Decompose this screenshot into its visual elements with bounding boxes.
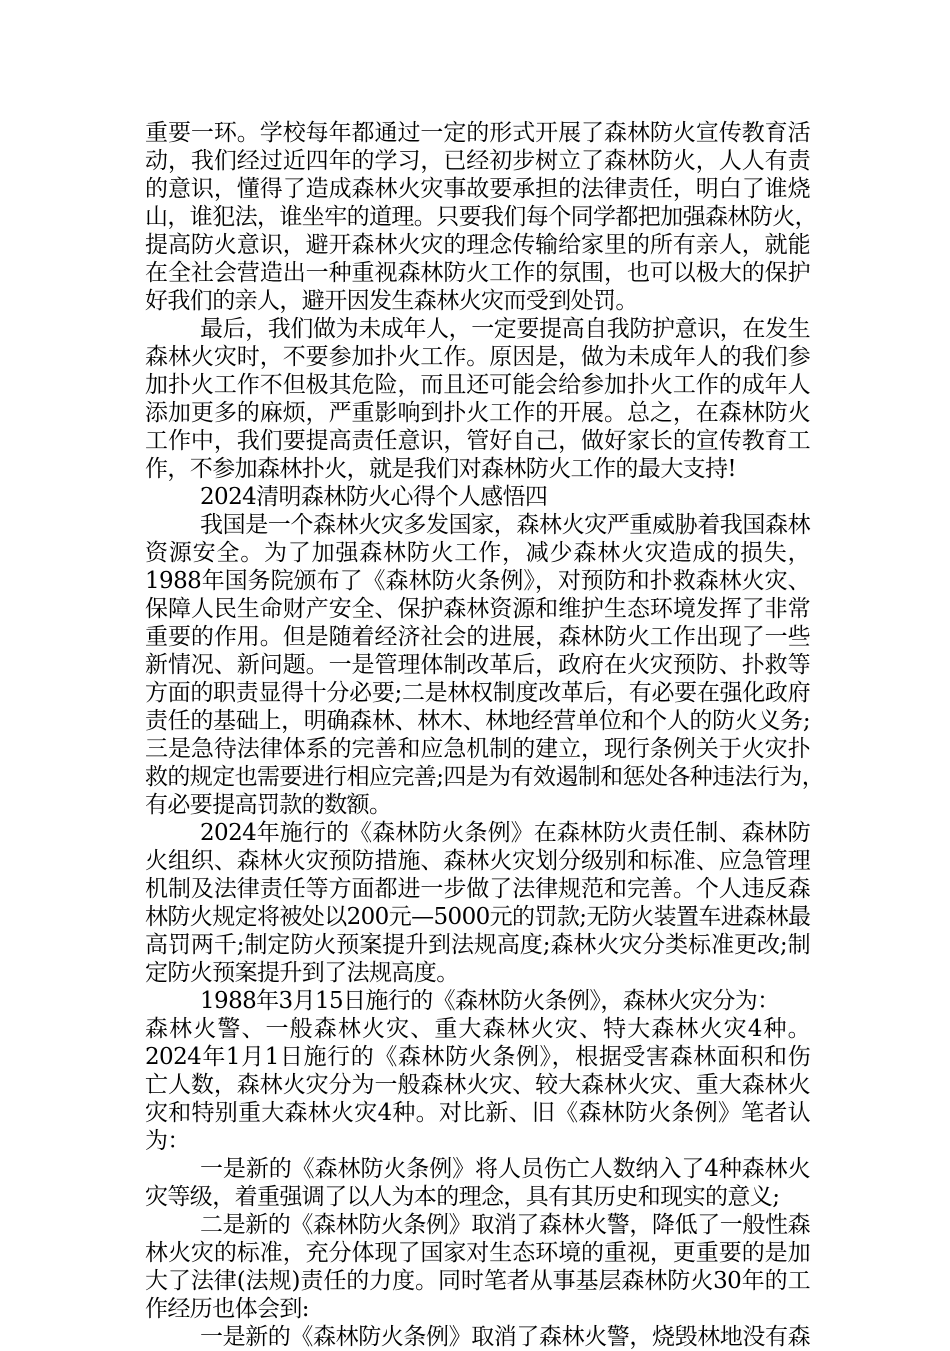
text-line: 林防火规定将被处以200元—5000元的罚款;无防火装置车进森林最	[145, 904, 811, 930]
text-line: 资源安全。为了加强森林防火工作，减少森林火灾造成的损失，	[145, 540, 810, 566]
text-line: 保障人民生命财产安全、保护森林资源和维护生态环境发挥了非常	[145, 596, 810, 622]
text-line: 的意识，懂得了造成森林火灾事故要承担的法律责任，明白了谁烧	[145, 176, 810, 202]
text-line: 一是新的《森林防火条例》取消了森林火警，烧毁林地没有森	[200, 1324, 810, 1350]
text-line: 添加更多的麻烦，严重影响到扑火工作的开展。总之，在森林防火	[145, 400, 810, 426]
text-line: 定防火预案提升到了法规高度。	[145, 960, 459, 986]
text-line: 二是新的《森林防火条例》取消了森林火警，降低了一般性森	[200, 1212, 810, 1238]
text-line: 救的规定也需要进行相应完善;四是为有效遏制和惩处各种违法行为，	[145, 764, 825, 790]
text-line: 责任的基础上，明确森林、林木、林地经营单位和个人的防火义务;	[145, 708, 810, 734]
text-line: 三是急待法律体系的完善和应急机制的建立，现行条例关于火灾扑	[145, 736, 810, 762]
text-line: 重要的作用。但是随着经济社会的进展，森林防火工作出现了一些	[145, 624, 810, 650]
text-line: 山，谁犯法，谁坐牢的道理。只要我们每个同学都把加强森林防火，	[145, 204, 818, 230]
text-line: 方面的职责显得十分必要;二是林权制度改革后，有必要在强化政府	[145, 680, 810, 706]
text-line: 我国是一个森林火灾多发国家，森林火灾严重威胁着我国森林	[200, 512, 810, 538]
text-line: 作经历也体会到:	[145, 1296, 309, 1322]
text-line: 动，我们经过近四年的学习，已经初步树立了森林防火，人人有责	[145, 148, 810, 174]
text-line: 最后，我们做为未成年人，一定要提高自我防护意识，在发生	[200, 316, 810, 342]
text-line: 森林火灾时，不要参加扑火工作。原因是，做为未成年人的我们参	[145, 344, 810, 370]
text-line: 有必要提高罚款的数额。	[145, 792, 392, 818]
text-line: 1988年国务院颁布了《森林防火条例》，对预防和扑救森林火灾、	[145, 568, 810, 594]
text-line: 2024年施行的《森林防火条例》在森林防火责任制、森林防	[200, 820, 810, 846]
text-line: 新情况、新问题。一是管理体制改革后，政府在火灾预防、扑救等	[145, 652, 810, 678]
text-line: 一是新的《森林防火条例》将人员伤亡人数纳入了4种森林火	[200, 1156, 810, 1182]
text-line: 2024年1月1日施行的《森林防火条例》，根据受害森林面积和伤	[145, 1044, 810, 1070]
text-line: 高罚两千;制定防火预案提升到法规高度;森林火灾分类标准更改;制	[145, 932, 810, 958]
section-heading: 2024清明森林防火心得个人感悟四	[200, 484, 548, 510]
text-line: 林火灾的标准，充分体现了国家对生态环境的重视，更重要的是加	[145, 1240, 810, 1266]
text-line: 机制及法律责任等方面都进一步做了法律规范和完善。个人违反森	[145, 876, 810, 902]
text-line: 为：	[145, 1128, 190, 1154]
text-line: 重要一环。学校每年都通过一定的形式开展了森林防火宣传教育活	[145, 120, 810, 146]
text-line: 提高防火意识，避开森林火灾的理念传输给家里的所有亲人，就能	[145, 232, 810, 258]
text-line: 1988年3月15日施行的《森林防火条例》，森林火灾分为：	[200, 988, 780, 1014]
text-line: 大了法律(法规)责任的力度。同时笔者从事基层森林防火30年的工	[145, 1268, 810, 1294]
text-line: 作，不参加森林扑火，就是我们对森林防火工作的最大支持!	[145, 456, 737, 482]
text-line: 亡人数，森林火灾分为一般森林火灾、较大森林火灾、重大森林火	[145, 1072, 810, 1098]
text-line: 灾等级，着重强调了以人为本的理念，具有其历史和现实的意义;	[145, 1184, 780, 1210]
text-line: 森林火警、一般森林火灾、重大森林火灾、特大森林火灾4种。	[145, 1016, 810, 1042]
text-line: 工作中，我们要提高责任意识，管好自己，做好家长的宣传教育工	[145, 428, 810, 454]
text-line: 灾和特别重大森林火灾4种。对比新、旧《森林防火条例》笔者认	[145, 1100, 810, 1126]
text-line: 在全社会营造出一种重视森林防火工作的氛围，也可以极大的保护	[145, 260, 810, 286]
text-line: 加扑火工作不但极其危险，而且还可能会给参加扑火工作的成年人	[145, 372, 810, 398]
text-line: 火组织、森林火灾预防措施、森林火灾划分级别和标准、应急管理	[145, 848, 810, 874]
text-line: 好我们的亲人，避开因发生森林火灾而受到处罚。	[145, 288, 638, 314]
document-body	[145, 119, 825, 1351]
